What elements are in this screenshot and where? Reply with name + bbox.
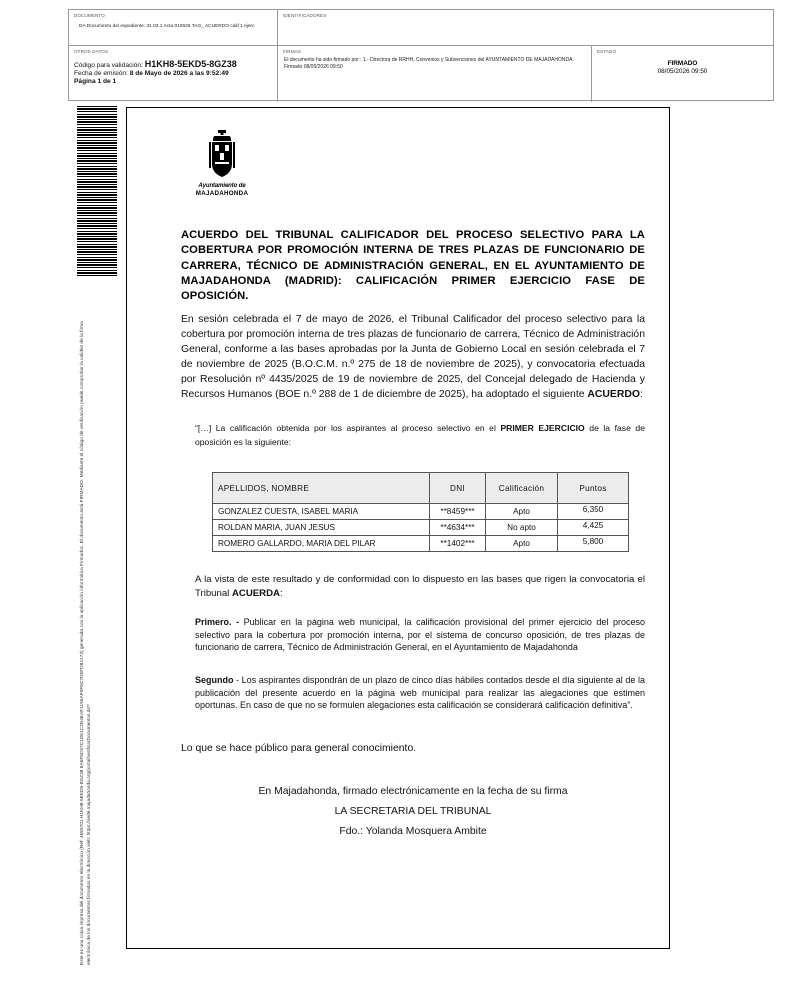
intro-end: : bbox=[639, 389, 643, 401]
signature-line-2: LA SECRETARIA DEL TRIBUNAL bbox=[334, 806, 492, 817]
documento-cell bbox=[69, 10, 278, 45]
header-puntos: Puntos bbox=[558, 473, 629, 504]
cell-name: ROLDAN MARIA, JUAN JESUS bbox=[213, 520, 430, 536]
emission-date: 8 de Mayo de 2026 a las 9:52:49 bbox=[129, 70, 229, 78]
table-row bbox=[213, 520, 629, 536]
document-header bbox=[68, 9, 774, 101]
quote-pre: “[…] La calificación obtenida por los aspirantes al proceso selectivo en el bbox=[195, 423, 501, 433]
firmas-label: FIRMAS bbox=[283, 49, 301, 54]
estado-status: FIRMADO bbox=[667, 60, 698, 67]
validation-code[interactable]: H1KH8-5EKD5-8GZ38 bbox=[144, 59, 237, 69]
verification-side-text: Este es una copia impresa del documento electrónico (Ref: 4693701 H1KH8-5EKD5-8GZ38 8A6F6C67C1D61C2D4EAF1155AF0F5C7D5FD84173) generada con la aplicación informática Firmadoc. El documento está FIRMADO. Mediante el código de verificación puede comprobar la validez de la firma electrónica de los documentos firmados en la dirección web: https://sede.majadahonda.org/portal/verificarDocumentos.do? bbox=[80, 321, 92, 965]
intro-text: En sesión celebrada el 7 de mayo de 2026, el Tribunal Calificador del proceso selectivo para la cobertura por promoción interna de tres plazas de funcionario de carrera, Técnico de Administración General, conforme a las bases aprobadas por la Junta de Gobierno Local en sesión celebrada el 7 de noviembre de 2025 (B.O.C.M. n.º 275 de 18 de noviembre de 2025), y convocatoria efectuada por Resolución nº 4435/2025 de 19 de noviembre de 2025, del Concejal delegado de Hacienda y Recursos Humanos (BOE n.º 288 de 1 de diciembre de 2025), ha adoptado el siguiente bbox=[181, 314, 645, 401]
estado-cell bbox=[592, 46, 773, 102]
identificadores-cell bbox=[278, 10, 773, 45]
cell-puntos: 6,350 bbox=[558, 504, 629, 520]
documento-label: DOCUMENTO bbox=[74, 13, 105, 18]
header-dni: DNI bbox=[430, 473, 486, 504]
documento-value: DA Documento del expediente: 31.03.1 Acta 010626 TAG_ ACUERDO calif 1 ejerc bbox=[79, 24, 255, 29]
signature-line-1: En Majadahonda, firmado electrónicamente en la fecha de su firma bbox=[258, 786, 568, 797]
intro-bold: ACUERDO bbox=[587, 389, 640, 401]
otros-datos-label: OTROS DATOS bbox=[74, 49, 109, 54]
segundo-label: Segundo bbox=[195, 675, 234, 685]
otros-datos-text bbox=[74, 60, 237, 87]
estado-label: ESTADO bbox=[597, 49, 617, 54]
page-count: Página 1 de 1 bbox=[74, 78, 117, 86]
barcode-icon bbox=[77, 106, 117, 276]
header-calificacion: Calificación bbox=[486, 473, 558, 504]
resolution-bold: ACUERDA bbox=[231, 587, 280, 599]
majadahonda-logo bbox=[187, 130, 257, 200]
logo-line-1: Ayuntamiento de bbox=[198, 183, 246, 189]
cell-name: GONZALEZ CUESTA, ISABEL MARIA bbox=[213, 504, 430, 520]
estado-date: 08/05/2026 09:50 bbox=[657, 68, 708, 75]
header-row-bottom bbox=[69, 46, 773, 102]
header-row-top bbox=[69, 10, 773, 46]
quote-paragraph bbox=[195, 422, 645, 449]
cell-dni: **4634*** bbox=[430, 520, 486, 536]
codigo-prefix: Código para validación: bbox=[74, 62, 143, 69]
quote-post: de la fase de oposición es la siguiente: bbox=[195, 423, 645, 447]
cell-puntos: 5,800 bbox=[558, 536, 629, 552]
cell-calificacion: No apto bbox=[486, 520, 558, 536]
table-row bbox=[213, 536, 629, 552]
resolution-paragraph bbox=[195, 573, 645, 600]
coat-of-arms-icon bbox=[208, 130, 236, 180]
primero-label: Primero. - bbox=[195, 617, 240, 627]
otros-datos-cell bbox=[69, 46, 278, 102]
fecha-prefix: Fecha de emisión: bbox=[74, 70, 128, 78]
cell-calificacion: Apto bbox=[486, 504, 558, 520]
point-primero bbox=[195, 616, 645, 654]
table-header-row bbox=[213, 473, 629, 504]
point-segundo bbox=[195, 674, 645, 712]
cell-puntos: 4,425 bbox=[558, 520, 629, 536]
cell-calificacion: Apto bbox=[486, 536, 558, 552]
cell-name: ROMERO GALLARDO, MARIA DEL PILAR bbox=[213, 536, 430, 552]
closing-sentence: Lo que se hace público para general conocimiento. bbox=[181, 743, 417, 754]
cell-dni: **8459*** bbox=[430, 504, 486, 520]
document-title: ACUERDO DEL TRIBUNAL CALIFICADOR DEL PROCESO SELECTIVO PARA LA COBERTURA POR PROMOCIÓN INTERNA DE TRES PLAZAS DE FUNCIONARIO DE CARRERA, TÉCNICO DE ADMINISTRACIÓN GENERAL, EN EL AYUNTAMIENTO DE MAJADAHONDA (MADRID): CALIFICACIÓN PRIMER EJERCICIO FASE DE OPOSICIÓN. bbox=[181, 229, 645, 303]
table-row bbox=[213, 504, 629, 520]
firmas-cell bbox=[278, 46, 592, 102]
resolution-end: : bbox=[279, 587, 283, 599]
segundo-text: - Los aspirantes dispondrán de un plazo de cinco días hábiles contados desde el día siguiente al de la publicación del presente acuerdo en la página web municipal para realizar las alegaciones que estimen oportunas. En caso de que no se formulen alegaciones esta calificación se considerará calificación definitiva”. bbox=[195, 675, 645, 711]
logo-line-2: MAJADAHONDA bbox=[195, 190, 249, 197]
header-apellidos: APELLIDOS, NOMBRE bbox=[213, 473, 430, 504]
results-table bbox=[212, 472, 629, 552]
cell-dni: **1402*** bbox=[430, 536, 486, 552]
quote-bold: PRIMER EJERCICIO bbox=[500, 423, 585, 433]
signature-line-3: Fdo.: Yolanda Mosquera Ambite bbox=[339, 826, 487, 837]
identificadores-label: IDENTIFICADORES bbox=[283, 13, 327, 18]
primero-text: Publicar en la página web municipal, la calificación provisional del primer ejercicio del proceso selectivo para la cobertura por promoción interna, por el sistema de concurso oposición, de tres plazas de funcionario de carrera, Técnico de Administración General, en el Ayuntamiento de Majadahonda bbox=[195, 617, 645, 653]
firmas-text: El documento ha sido firmado por : 1.- Directora de RRHH, Convenios y Subvenciones del AYUNTAMIENTO DE MAJADAHONDA. Firmado 08/05/2026 09:50 bbox=[284, 57, 574, 70]
resolution-text: A la vista de este resultado y de conformidad con lo dispuesto en las bases que rigen la convocatoria el Tribunal bbox=[195, 574, 645, 599]
intro-paragraph bbox=[181, 312, 645, 403]
